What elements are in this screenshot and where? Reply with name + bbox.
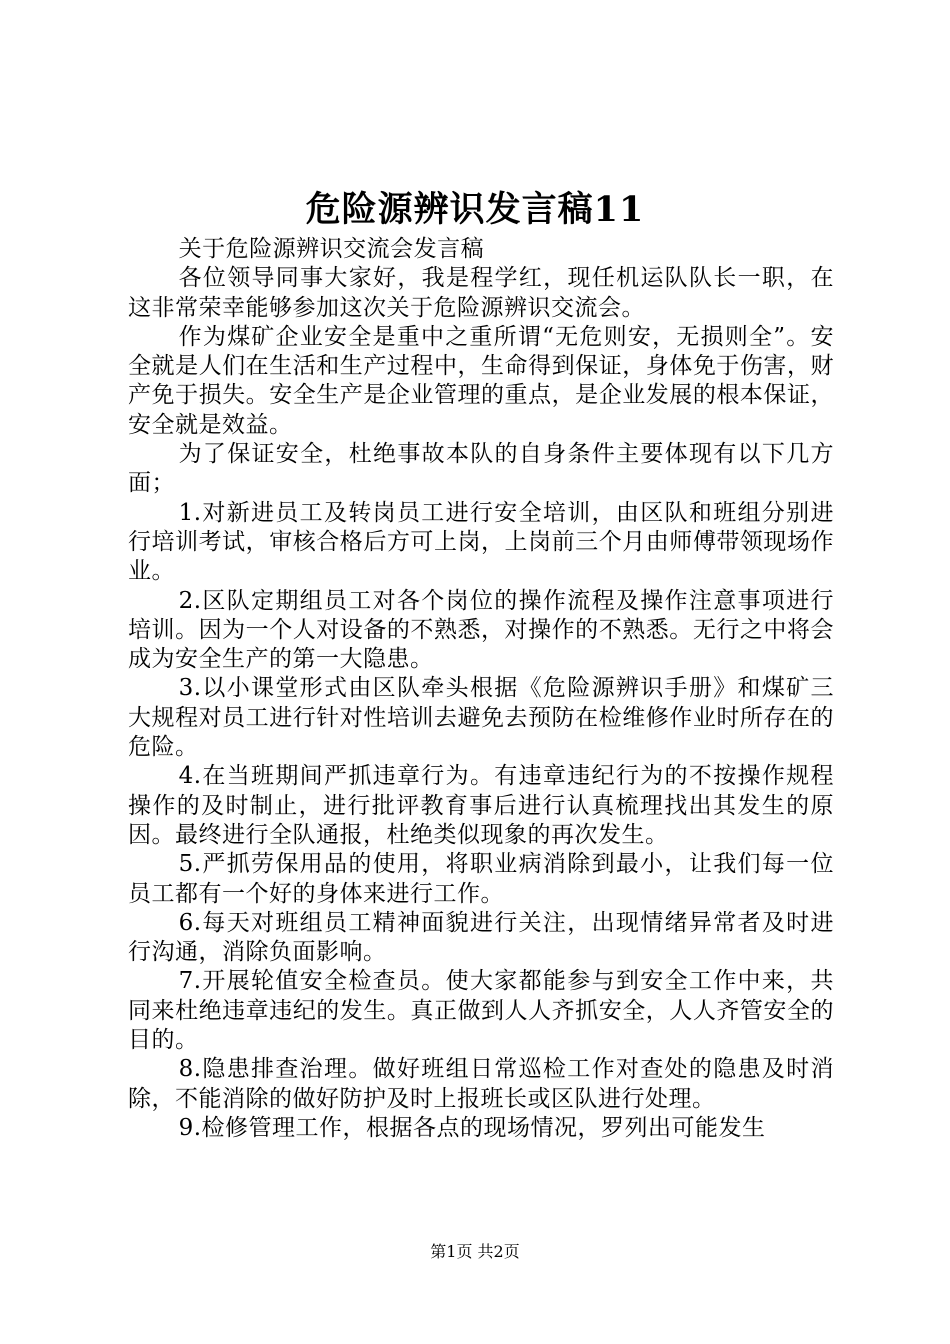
list-item-9: 9.检修管理工作，根据各点的现场情况，罗列出可能发生 <box>178 1114 766 1141</box>
list-item-2: 2.区队定期组员工对各个岗位的操作流程及操作注意事项进行培训。因为一个人对设备的不熟悉，对操作的不熟悉。无行之中将会成为安全生产的第一大隐患。 <box>128 587 834 673</box>
paragraph-greeting: 各位领导同事大家好，我是程学红，现任机运队队长一职，在这非常荣幸能够参加这次关于危险源辨识交流会。 <box>128 265 834 321</box>
document-title: 危险源辨识发言稿11 <box>305 189 645 230</box>
page-number-footer: 第1页 共2页 <box>430 1242 520 1261</box>
document-body <box>128 235 834 1143</box>
paragraph-subtitle: 关于危险源辨识交流会发言稿 <box>178 236 485 262</box>
list-item-7: 7.开展轮值安全检查员。使大家都能参与到安全工作中来，共同来杜绝违章违纪的发生。真正做到人人齐抓安全，人人齐管安全的目的。 <box>128 968 834 1054</box>
list-item-5: 5.严抓劳保用品的使用，将职业病消除到最小，让我们每一位员工都有一个好的身体来进行工作。 <box>128 851 834 907</box>
list-item-8: 8.隐患排查治理。做好班组日常巡检工作对查处的隐患及时消除，不能消除的做好防护及时上报班长或区队进行处理。 <box>128 1056 834 1112</box>
paragraph-safety-importance: 作为煤矿企业安全是重中之重所谓“无危则安，无损则全”。安全就是人们在生活和生产过程中，生命得到保证，身体免于伤害，财产免于损失。安全生产是企业管理的重点，是企业发展的根本保证，安全就是效益。 <box>128 323 834 438</box>
list-item-4: 4.在当班期间严抓违章行为。有违章违纪行为的不按操作规程操作的及时制止，进行批评教育事后进行认真梳理找出其发生的原因。最终进行全队通报，杜绝类似现象的再次发生。 <box>128 763 834 848</box>
list-item-6: 6.每天对班组员工精神面貌进行关注，出现情绪异常者及时进行沟通，消除负面影响。 <box>128 909 834 966</box>
list-item-3: 3.以小课堂形式由区队牵头根据《危险源辨识手册》和煤矿三大规程对员工进行针对性培训去避免去预防在检维修作业时所存在的危险。 <box>128 675 834 761</box>
list-item-1: 1.对新进员工及转岗员工进行安全培训，由区队和班组分别进行培训考试，审核合格后方可上岗，上岗前三个月由师傅带领现场作业。 <box>128 499 834 585</box>
paragraph-intro-list: 为了保证安全，杜绝事故本队的自身条件主要体现有以下几方面； <box>128 441 834 497</box>
